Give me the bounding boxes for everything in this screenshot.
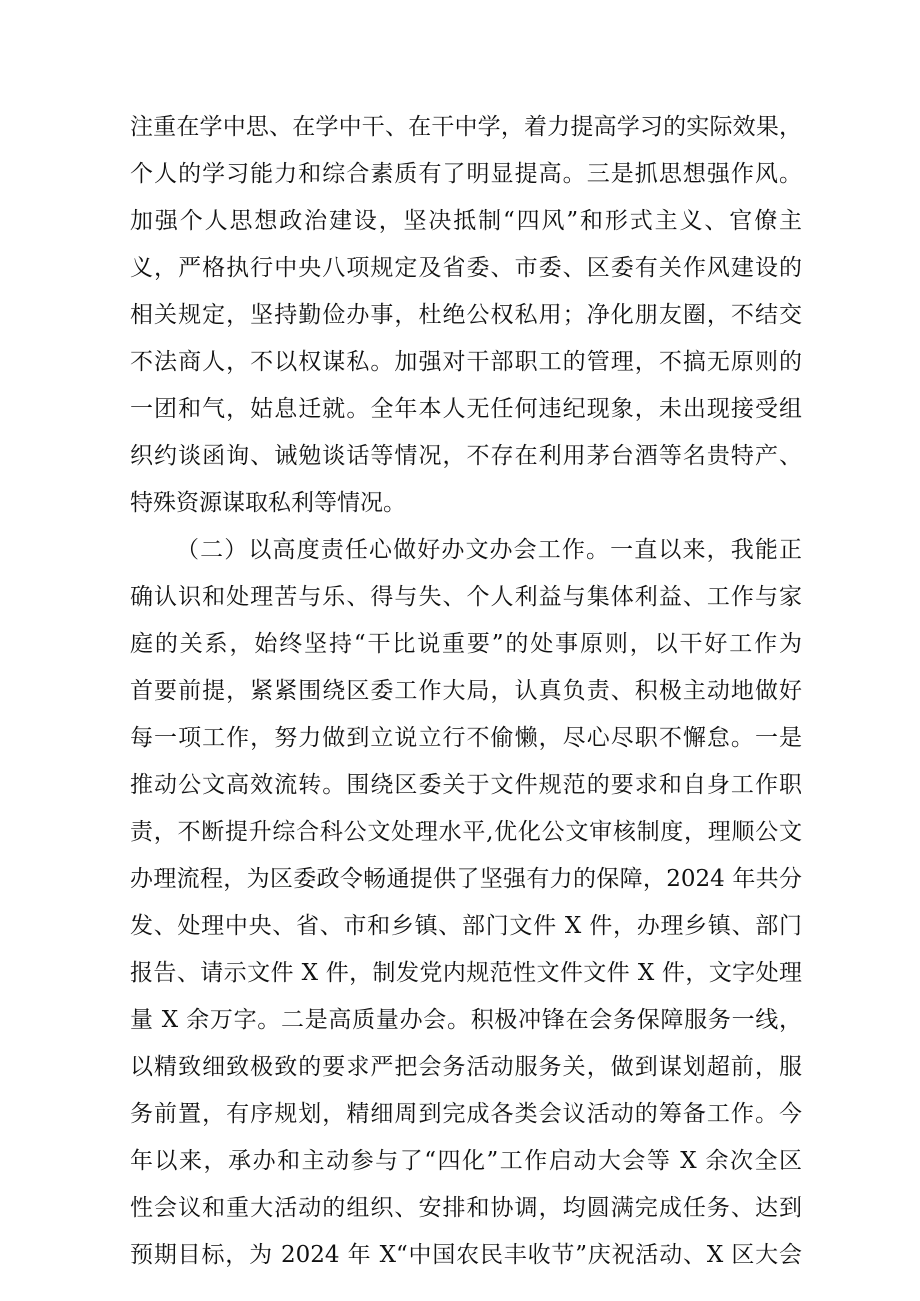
text-line: 责，不断提升综合科公文处理水平,优化公文审核制度，理顺公文 bbox=[130, 819, 802, 845]
text-line: 首要前提，紧紧围绕区委工作大局，认真负责、积极主动地做好 bbox=[130, 678, 802, 704]
text-line: 报告、请示文件 X 件，制发党内规范性文件文件 X 件，文字处理 bbox=[130, 960, 802, 986]
text-line: 特殊资源谋取私利等情况。 bbox=[130, 490, 406, 516]
text-line: 每一项工作，努力做到立说立行不偷懒，尽心尽职不懈怠。一是 bbox=[130, 725, 802, 751]
text-line: 不法商人，不以权谋私。加强对干部职工的管理，不搞无原则的 bbox=[130, 349, 802, 375]
text-line: 庭的关系，始终坚持“干比说重要”的处事原则，以干好工作为 bbox=[130, 631, 802, 657]
text-line: 织约谈函询、诫勉谈话等情况，不存在利用茅台酒等名贵特产、 bbox=[130, 443, 802, 469]
text-line: 相关规定，坚持勤俭办事，杜绝公权私用；净化朋友圈，不结交 bbox=[130, 302, 802, 328]
text-line: 以精致细致极致的要求严把会务活动服务关，做到谋划超前，服 bbox=[130, 1054, 802, 1080]
section-heading-line: （二）以高度责任心做好办文办会工作。一直以来，我能正 bbox=[176, 537, 802, 563]
text-line: 确认识和处理苦与乐、得与失、个人利益与集体利益、工作与家 bbox=[130, 584, 802, 610]
text-line: 量 X 余万字。二是高质量办会。积极冲锋在会务保障服务一线， bbox=[130, 1007, 802, 1033]
text-line: 预期目标，为 2024 年 X“中国农民丰收节”庆祝活动、X 区大会 bbox=[130, 1242, 802, 1268]
text-line: 义，严格执行中央八项规定及省委、市委、区委有关作风建设的 bbox=[130, 255, 802, 281]
text-line: 务前置，有序规划，精细周到完成各类会议活动的筹备工作。今 bbox=[130, 1101, 802, 1127]
text-line: 年以来，承办和主动参与了“四化”工作启动大会等 X 余次全区 bbox=[130, 1148, 802, 1174]
text-line: 加强个人思想政治建设，坚决抵制“四风”和形式主义、官僚主 bbox=[130, 208, 802, 234]
text-line: 性会议和重大活动的组织、安排和协调，均圆满完成任务、达到 bbox=[130, 1195, 802, 1221]
document-body bbox=[130, 104, 802, 1279]
text-line: 发、处理中央、省、市和乡镇、部门文件 X 件，办理乡镇、部门 bbox=[130, 913, 802, 939]
text-line: 注重在学中思、在学中干、在干中学，着力提高学习的实际效果， bbox=[130, 114, 802, 140]
text-line: 个人的学习能力和综合素质有了明显提高。三是抓思想强作风。 bbox=[130, 161, 802, 187]
text-line: 一团和气，姑息迁就。全年本人无任何违纪现象，未出现接受组 bbox=[130, 396, 802, 422]
text-line: 推动公文高效流转。围绕区委关于文件规范的要求和自身工作职 bbox=[130, 772, 802, 798]
text-line: 办理流程，为区委政令畅通提供了坚强有力的保障，2024 年共分 bbox=[130, 866, 802, 892]
